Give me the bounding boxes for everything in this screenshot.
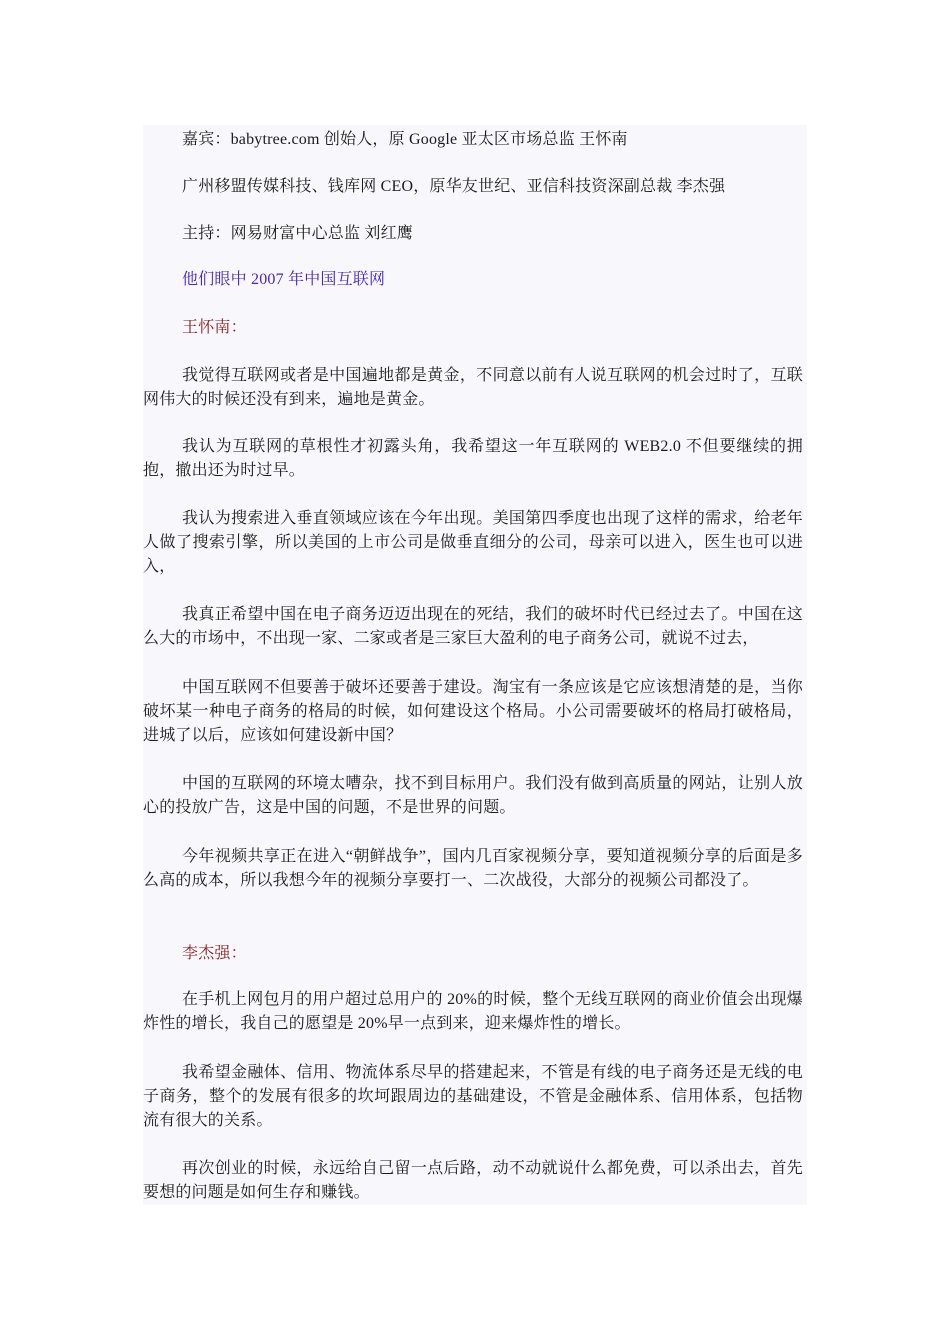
host-line: 主持：网易财富中心总监 刘红鹰 (182, 225, 414, 242)
wang-paragraph: 我真正希望中国在电子商务迈迈出现在的死结，我们的破坏时代已经过去了。中国在这么大的市场中，不出现一家、二家或者是三家巨大盈利的电子商务公司，就说不过去， (143, 606, 803, 647)
li-paragraph: 在手机上网包月的用户超过总用户的 20%的时候，整个无线互联网的商业价值会出现爆炸性的增长，我自己的愿望是 20%早一点到来，迎来爆炸性的增长。 (143, 991, 803, 1032)
li-paragraph: 再次创业的时候，永远给自己留一点后路，动不动就说什么都免费，可以杀出去，首先要想的问题是如何生存和赚钱。 (143, 1160, 803, 1201)
section-title: 他们眼中 2007 年中国互联网 (182, 271, 386, 288)
speaker-name-li: 李杰强： (182, 945, 247, 962)
wang-paragraph: 今年视频共享正在进入“朝鲜战争”，国内几百家视频分享，要知道视频分享的后面是多么高的成本，所以我想今年的视频分享要打一、二次战役，大部分的视频公司都没了。 (143, 848, 803, 889)
wang-paragraph: 我认为搜索进入垂直领域应该在今年出现。美国第四季度也出现了这样的需求，给老年人做了搜索引擎，所以美国的上市公司是做垂直细分的公司，母亲可以进入，医生也可以进入， (143, 510, 803, 575)
wang-paragraph: 中国互联网不但要善于破坏还要善于建设。淘宝有一条应该是它应该想清楚的是，当你破坏某一种电子商务的格局的时候，如何建设这个格局。小公司需要破坏的格局打破格局，进城了以后，应该如何建设新中国？ (143, 679, 803, 744)
guest-line-li: 广州移盟传媒科技、钱库网 CEO，原华友世纪、亚信科技资深副总裁 李杰强 (182, 178, 726, 195)
guest-line-wang: 嘉宾：babytree.com 创始人，原 Google 亚太区市场总监 王怀南 (182, 131, 628, 148)
wang-paragraph: 我认为互联网的草根性才初露头角，我希望这一年互联网的 WEB2.0 不但要继续的拥抱，撤出还为时过早。 (143, 438, 803, 479)
speaker-name-wang: 王怀南： (182, 319, 247, 336)
wang-paragraph: 中国的互联网的环境太嘈杂，找不到目标用户。我们没有做到高质量的网站，让别人放心的投放广告，这是中国的问题，不是世界的问题。 (143, 775, 803, 816)
article-body (143, 125, 807, 1205)
li-paragraph: 我希望金融体、信用、物流体系尽早的搭建起来，不管是有线的电子商务还是无线的电子商务，整个的发展有很多的坎坷跟周边的基础建设，不管是金融体系、信用体系，包括物流有很大的关系。 (143, 1064, 803, 1129)
wang-paragraph: 我觉得互联网或者是中国遍地都是黄金，不同意以前有人说互联网的机会过时了，互联网伟大的时候还没有到来，遍地是黄金。 (143, 367, 803, 408)
